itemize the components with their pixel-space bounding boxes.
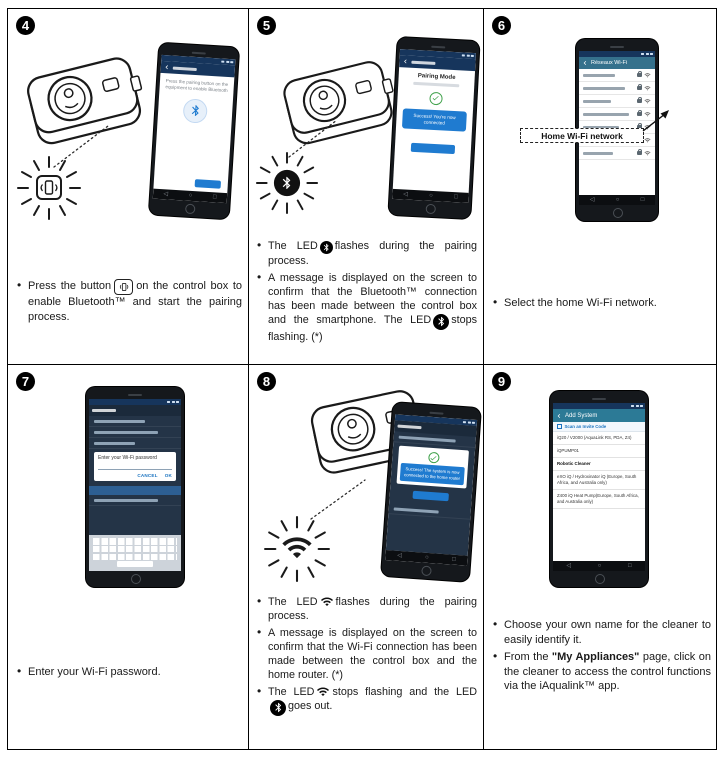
back-arrow-icon [164,64,170,70]
android-nav-home-icon: ○ [188,192,193,200]
add-system-title: Add System [565,412,598,419]
success-message: Success! The system is now connected to the home router [400,463,465,485]
android-nav-recent-icon: □ [628,563,632,569]
wifi-signal-icon [644,85,651,91]
bullet-text: The LED [268,240,318,252]
bullet-text: stops flashing. (*) [268,314,477,343]
invite-code-icon [557,424,562,429]
android-nav-back-icon: ◁ [566,563,571,569]
instruction-bullet [492,618,711,647]
instruction-sheet [7,8,717,750]
bullet-text: Select the home Wi-Fi network. [504,297,657,309]
step-5-number: 5 [257,16,276,35]
pairing-button-icon [114,279,133,295]
smartphone-illustration [381,402,481,582]
wifi-flash-icon [263,515,331,583]
step-8-number: 8 [257,372,276,391]
phone-header [579,57,655,69]
smartphone-illustration [86,387,184,587]
step-8-instructions [256,595,477,719]
bluetooth-led-icon [270,700,286,716]
back-arrow-icon [402,58,408,64]
wifi-network-row [579,82,655,95]
list-row-placeholder [388,503,471,520]
lock-icon [637,73,642,77]
wifi-led-icon [316,685,330,696]
phone-instruction-text: Press the pairing button on the equipment to enable Bluetooth [165,78,229,93]
bullet-text: stops flashing and the LED [332,686,478,699]
bullet-text: Choose your own name for the cleaner to easily identify it. [504,619,711,646]
bluetooth-led-icon [320,241,333,254]
lock-icon [637,151,642,155]
back-arrow-icon [582,60,588,66]
phone-speaker [553,394,645,403]
bullet-text: page, click on the cleaner to access the control functions via the iAqualink™ app. [504,651,711,693]
step-9-instructions [492,618,711,697]
phone-header [89,405,181,416]
list-row-placeholder [89,495,181,506]
bullet-text: The LED [268,596,318,608]
check-icon [428,452,440,464]
instruction-bullet [256,595,477,623]
add-system-list [553,432,645,561]
wifi-signal-icon [644,98,651,104]
step-6-panel [484,9,716,365]
phone-nav-bar [579,195,655,205]
phone-home-button [89,571,181,584]
wifi-led-icon [320,595,334,606]
android-nav-back-icon: ◁ [163,191,169,198]
header-title-placeholder [92,409,116,412]
selected-network-row [89,486,181,495]
list-row-placeholder [89,416,181,427]
bluetooth-icon [183,98,208,123]
control-box-illustration [12,43,152,151]
step-9-panel [484,365,716,749]
android-nav-home-icon: ○ [615,197,620,203]
wifi-signal-icon [644,137,651,143]
next-button [195,179,221,189]
cancel-button: CANCEL [137,473,158,478]
wifi-signal-icon [644,72,651,78]
password-input [98,463,172,470]
android-nav-recent-icon: □ [212,194,217,201]
control-box-illustration [269,47,403,151]
password-dialog [94,452,176,481]
step-5-instructions [256,239,477,347]
instruction-bullet [256,685,477,716]
bluetooth-led-icon [433,314,449,330]
smartphone-illustration [388,37,479,219]
bluetooth-flash-icon [255,151,319,215]
ok-button: OK [164,473,172,478]
phone-speaker [579,42,655,51]
android-nav-back-icon: ◁ [403,191,408,198]
step-6-number: 6 [492,16,511,35]
my-appliances-label: "My Appliances" [551,651,640,664]
subtitle-placeholder [413,82,459,87]
bullet-text: goes out. [288,700,333,713]
add-system-list-item-robotic-cleaner: Robotic Cleaner [553,458,645,471]
step-7-number: 7 [16,372,35,391]
home-wifi-network-callout: Home Wi-Fi network [520,128,644,143]
android-nav-recent-icon: □ [640,197,645,203]
bullet-text: From the [504,651,552,664]
android-nav-recent-icon: □ [453,194,458,201]
wifi-settings-title: Réseaux Wi-Fi [591,60,628,66]
step-9-number: 9 [492,372,511,391]
add-system-list-item: Z400 iQ Heat Pump(Europe, South Africa, and Australia only) [553,490,645,509]
banner-text: Scan an Invite Code [564,424,607,429]
instruction-bullet [256,239,477,268]
step-4-number: 4 [16,16,35,35]
continue-button [411,143,455,154]
step-8-panel [249,365,484,749]
step-7-instructions [16,665,242,683]
list-row-placeholder [89,427,181,438]
spacebar-key [117,561,154,567]
check-icon [429,91,443,105]
callout-arrow [640,106,674,134]
bullet-text: A message is displayed on the screen to confirm that the Bluetooth™ connection has been made between the control box and the smartphone. The LED [268,272,477,327]
android-nav-recent-icon: □ [451,556,456,563]
bullet-text: on the control box to enable Bluetooth™ and start the pairing process. [28,280,242,323]
step-4-panel [8,9,249,365]
add-system-list-item: iQPUMP01 [553,445,645,458]
phone-nav-bar [553,561,645,571]
add-system-list-item: eXO iQ / Hydroxinator iQ (Europe, South Africa, and Australia only) [553,471,645,490]
header-title-placeholder [173,66,197,70]
wifi-network-row [579,147,655,160]
ok-button [413,490,449,500]
smartphone-illustration [550,391,648,587]
android-nav-home-icon: ○ [428,192,433,200]
step-5-panel [249,9,484,365]
phone-speaker [89,390,181,399]
phone-home-button [553,571,645,584]
wifi-signal-icon [644,150,651,156]
list-row-placeholder [89,438,181,449]
bullet-text: flashes during the pairing process. [268,240,477,267]
android-nav-home-icon: ○ [424,554,429,561]
step-6-instructions [492,296,710,314]
keyboard [89,535,181,571]
lock-icon [637,86,642,90]
bullet-text: Enter your Wi-Fi password. [28,666,161,678]
header-title-placeholder [411,60,435,64]
instruction-bullet [16,279,242,324]
back-arrow-icon [556,413,562,419]
android-nav-back-icon: ◁ [396,552,402,560]
instruction-bullet [256,626,477,682]
password-dialog-title: Enter your Wi-Fi password [98,455,157,461]
phone-home-button [579,205,655,218]
success-message: Success! You're now connected [402,108,467,132]
bullet-text: The LED [268,686,315,699]
instruction-bullet [492,650,711,694]
instruction-bullet [492,296,710,311]
header-title-placeholder [397,425,421,430]
smartphone-illustration [149,43,239,220]
phone-home-button [392,199,469,216]
instruction-bullet [256,271,477,344]
android-nav-back-icon: ◁ [589,197,595,203]
instruction-bullet [16,665,242,680]
success-dialog [397,446,469,488]
bullet-text: Press the button [28,280,112,292]
add-system-list-item: iQ20 / V2000 (AquaLink RS, PDA, Z4) [553,432,645,445]
bullet-text: flashes during the pairing process. [268,596,477,623]
step-4-instructions [16,279,242,327]
scan-invite-banner [553,422,645,432]
lock-icon [637,99,642,103]
pairing-mode-title: Pairing Mode [417,73,456,82]
step-7-panel [8,365,249,749]
wifi-network-row [579,69,655,82]
android-nav-home-icon: ○ [597,563,602,569]
phone-header [553,409,645,422]
pairing-button-flash-icon [16,155,82,221]
bullet-text: A message is displayed on the screen to confirm that the Wi-Fi connection has been made between the control box and the home router. (*) [268,627,477,682]
